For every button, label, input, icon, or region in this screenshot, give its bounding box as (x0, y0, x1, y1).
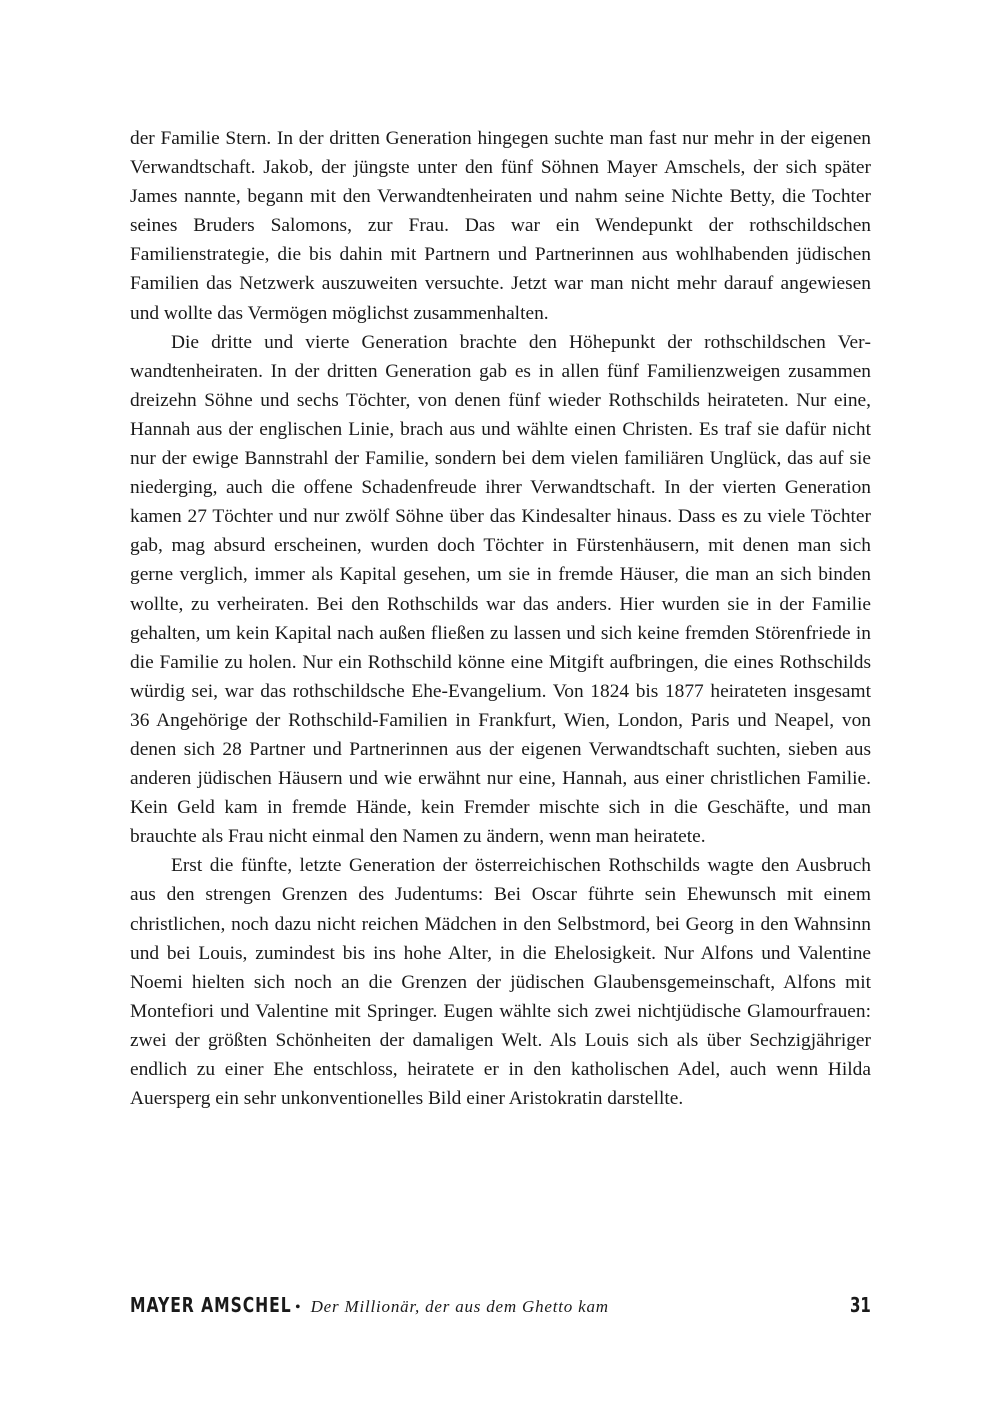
paragraph-2: Die dritte und vierte Generation brachte den Höhepunkt der rothschildschen Verwandtenheiraten. In der dritten Generation gab es in allen fünf Familienzweigen zusammen dreizehn Söhne und sechs Töchter, von denen fünf wieder Rothschilds heirateten. Nur eine, Hannah aus der englischen Linie, brach aus und wählte einen Christen. Es traf sie dafür nicht nur der ewige Bannstrahl der Familie, sondern bei dem vielen familiären Unglück, das auf sie niederging, auch die offene Schadenfreude ihrer Verwandtschaft. In der vierten Generation kamen 27 Töchter und nur zwölf Söhne über das Kindesalter hinaus. Dass es zu viele Töchter gab, mag absurd erscheinen, wurden doch Töchter in Fürstenhäusern, mit denen man sich gerne verglich, immer als Kapital gesehen, um sie in fremde Häuser, die man an sich binden wollte, zu verheiraten. Bei den Rothschilds war das anders. Hier wurden sie in der Familie gehalten, um kein Kapital nach außen fließen zu lassen und sich keine fremden Störenfriede in die Familie zu holen. Nur ein Rothschild könne eine Mitgift aufbringen, die eines Rothschilds würdig sei, war das rothschildsche Ehe-Evangelium. Von 1824 bis 1877 heirateten insgesamt 36 Angehörige der Rothschild-Familien in Frankfurt, Wien, London, Paris und Neapel, von denen sich 28 Partner und Partnerinnen aus der eigenen Verwandtschaft suchten, sieben aus anderen jüdischen Häusern und wie erwähnt nur eine, Hannah, aus einer christlichen Familie. Kein Geld kam in fremde Hände, kein Fremder mischte sich in die Geschäfte, und man brauchte als Frau nicht einmal den Namen zu ändern, wenn man heiratete. (130, 331, 871, 848)
page-body (130, 124, 871, 1113)
page-footer (130, 1293, 871, 1323)
paragraph-1: der Familie Stern. In der dritten Generation hingegen suchte man fast nur mehr in der eigenen Verwandtschaft. Jakob, der jüngste unter den fünf Söhnen Mayer Amschels, der sich später James nannte, begann mit den Verwandtenheiraten und nahm seine Nichte Betty, die Tochter seines Bruders Salomons, zur Frau. Das war ein Wendepunkt der rothschildschen Familienstrategie, die bis dahin mit Partnern und Partnerinnen aus wohlhabenden jüdischen Familien das Netzwerk auszuweiten versuchte. Jetzt war man nicht mehr darauf angewiesen und wollte das Vermögen möglichst zusammenhalten. (130, 128, 871, 324)
running-subtitle: Der Millionär, der aus dem Ghetto kam (310, 1297, 609, 1316)
paragraph-3: Erst die fünfte, letzte Generation der österreichischen Rothschilds wagte den Ausbruch aus den strengen Grenzen des Judentums: Bei Oscar führte sein Ehewunsch mit einem christlichen, noch dazu nicht reichen Mädchen in den Selbstmord, bei Georg in den Wahnsinn und bei Louis, zumindest bis ins hohe Alter, in die Ehelosigkeit. Nur Alfons und Valentine Noemi hielten sich noch an die Grenzen der jüdischen Glaubensgemeinschaft, Alfons mit Montefiori und Valentine mit Springer. Eugen wählte sich zwei nichtjüdische Glamourfrauen: zwei der größten Schönheiten der damaligen Welt. Als Louis sich als über Sechzigjähriger endlich zu einer Ehe entschloss, heiratete er in den katholischen Adel, auch wenn Hilda Auersperg ein sehr unkonventionelles Bild einer Aristokratin darstellte. (130, 855, 871, 1110)
page-number: 31 (850, 1293, 871, 1317)
running-book-title: MAYER AMSCHEL (130, 1293, 292, 1317)
footer-separator: • (295, 1299, 301, 1316)
